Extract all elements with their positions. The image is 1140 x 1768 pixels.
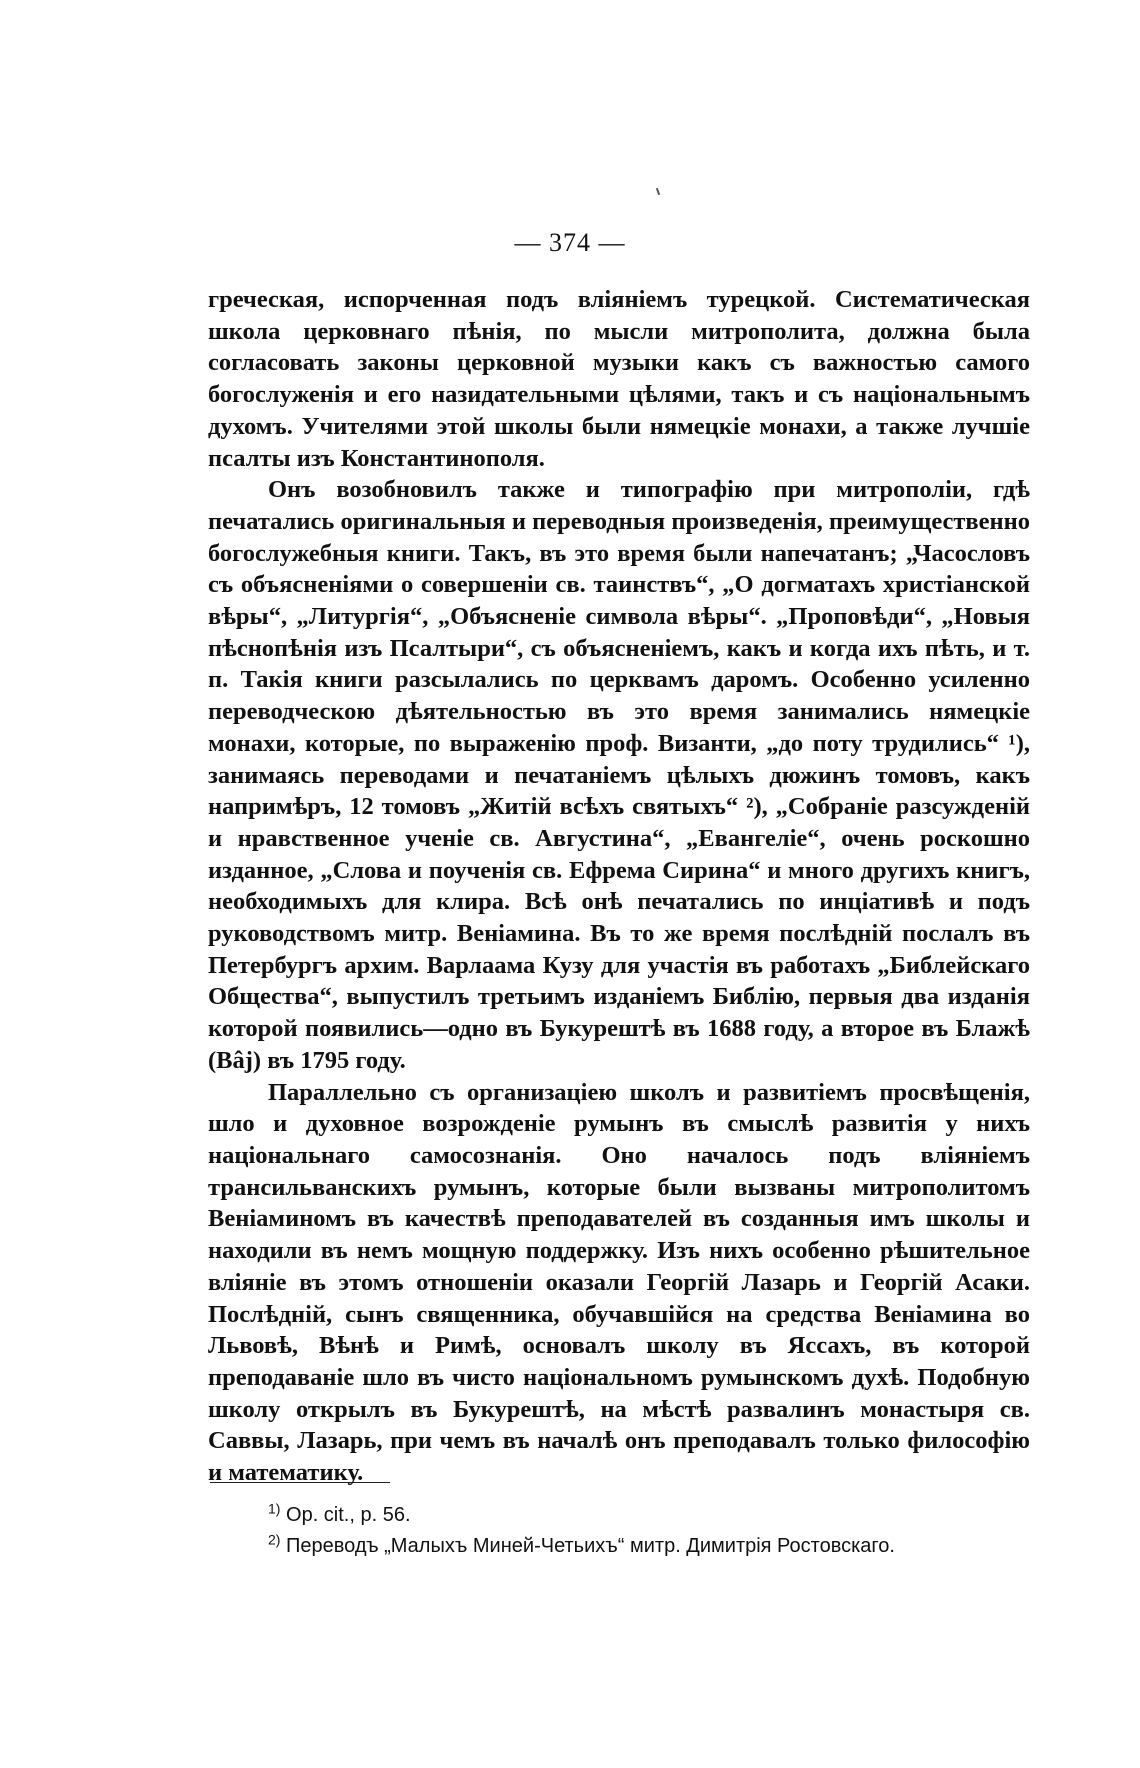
footnote-1 (268, 1500, 1028, 1531)
footnotes (268, 1500, 1028, 1562)
footnote-mark: 2) (268, 1531, 281, 1548)
footnote-2 (268, 1531, 1028, 1562)
paragraph-1: греческая, испорченная подъ вліяніемъ турецкой. Систематическая школа церковнаго пѣнія, по мысли митрополита, должна была согласовать законы церковной музыки какъ съ важностью самого богослуженія и его назидательными цѣлями, такъ и съ національнымъ духомъ. Учителями этой школы были нямецкіе монахи, а также лучшіе псалты изъ Константинополя. (208, 286, 1030, 472)
footnote-divider (210, 1482, 390, 1483)
footnote-text: Op. cit., p. 56. (286, 1504, 411, 1526)
body-text (208, 284, 1030, 1489)
footnote-mark: 1) (268, 1500, 281, 1517)
page-number: — 374 — (514, 228, 626, 257)
ink-speck (656, 188, 660, 195)
paragraph-2: Онъ возобновилъ также и типографію при митрополіи, гдѣ печатались оригинальныя и переводныя произведенія, преимущественно богослужебныя книги. Такъ, въ это время были напечатанъ; „Часословъ съ объясненіями о совершеніи св. таинствъ“, „О догматахъ христіанской вѣры“, „Литургія“, „Объясненіе символа вѣры“. „Проповѣди“, „Новыя пѣснопѣнія изъ Псалтыри“, съ объясненіемъ, какъ и когда ихъ пѣть, и т. п. Такія книги разсылались по церквамъ даромъ. Особенно усиленно переводческою дѣятельностью въ это время занимались нямецкіе монахи, которые, по выраженію проф. Византи, „до поту трудились“ ¹), занимаясь переводами и печатаніемъ цѣлыхъ дюжинъ томовъ, какъ напримѣръ, 12 томовъ „Житій всѣхъ святыхъ“ ²), „Собраніе разсужденій и нравственное ученіе св. Августина“, „Евангеліе“, очень роскошно изданное, „Слова и поученія св. Ефрема Сирина“ и много другихъ книгъ, необходимыхъ для клира. Всѣ онѣ печатались по инціативѣ и подъ руководствомъ митр. Веніамина. Въ то же время послѣдній послалъ въ Петербургъ архим. Варлаама Кузу для участія въ работахъ „Библейскаго Общества“, выпустилъ третьимъ изданіемъ Библію, первыя два изданія которой появились—одно въ Букурештѣ въ 1688 году, а второе въ Блажѣ (Вâj) въ 1795 году. (208, 476, 1030, 1074)
paragraph-3: Параллельно съ организаціею школъ и развитіемъ просвѣщенія, шло и духовное возрожденіе румынъ въ смыслѣ развитія у нихъ національнаго самосознанія. Оно началось подъ вліяніемъ трансильванскихъ румынъ, которые были вызваны митрополитомъ Веніаминомъ въ качествѣ преподавателей въ созданныя имъ школы и находили въ немъ мощную поддержку. Изъ нихъ особенно рѣшительное вліяніе въ этомъ отношеніи оказали Георгій Лазарь и Георгій Асаки. Послѣдній, сынъ священника, обучавшійся на средства Веніамина во Львовѣ, Вѣнѣ и Римѣ, основалъ школу въ Яссахъ, въ которой преподаваніе шло въ чисто національномъ румынскомъ духѣ. Подобную школу открылъ въ Букурештѣ, на мѣстѣ развалинъ монастыря св. Саввы, Лазарь, при чемъ въ началѣ онъ преподавалъ только философію и математику. (208, 1078, 1030, 1487)
footnote-text: Переводъ „Малыхъ Миней-Четьихъ“ митр. Димитрія Ростовскаго. (286, 1535, 895, 1557)
